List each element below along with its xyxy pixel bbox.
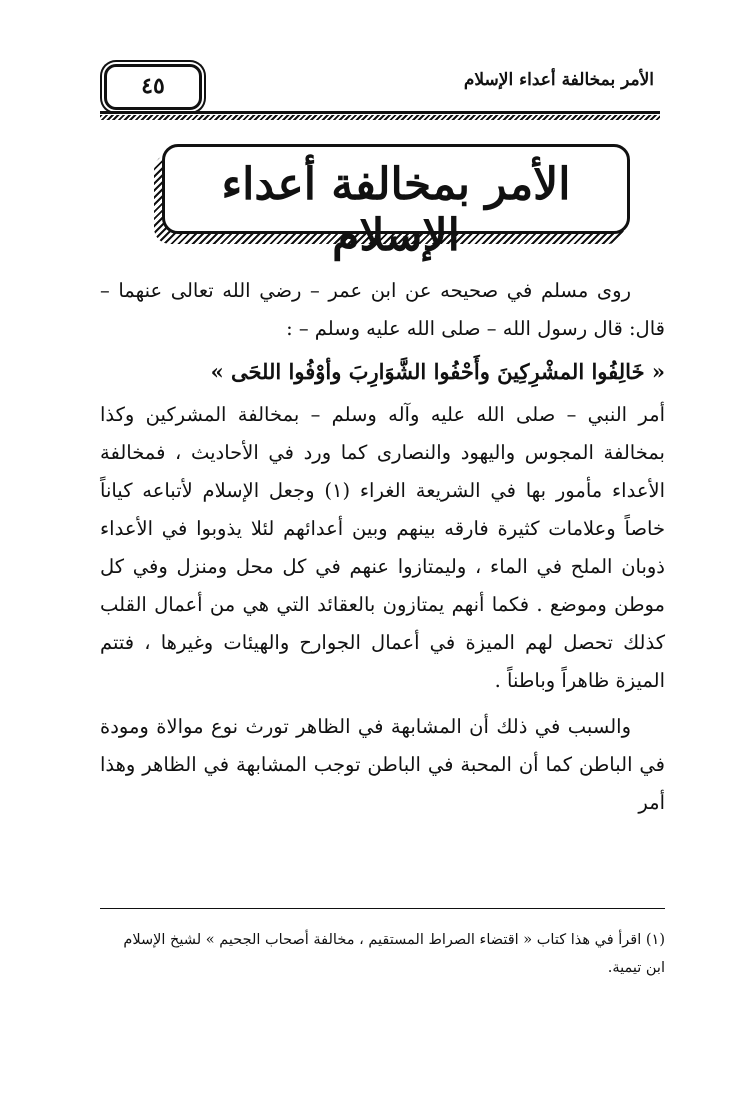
body-text bbox=[100, 272, 665, 822]
chapter-title-box bbox=[162, 144, 630, 261]
footnote: (١) اقرأ في هذا كتاب « اقتضاء الصراط المستقيم ، مخالفة أصحاب الجحيم » لشيخ الإسلام ابن تيمية. bbox=[123, 932, 665, 976]
paragraph-1: روى مسلم في صحيحه عن ابن عمر – رضي الله تعالى عنهما – قال: قال رسول الله – صلى الله عليه وسلم – : bbox=[100, 279, 665, 340]
footnote-rule bbox=[100, 908, 665, 909]
paragraph-2: أمر النبي – صلى الله عليه وآله وسلم – بمخالفة المشركين وكذا بمخالفة المجوس واليهود والنصارى كما ورد في الأحاديث ، فمخالفة الأعداء مأمور بها في الشريعة الغراء (١) وجعل الإسلام لأتباعه كياناً خاصاً وعلامات كثيرة فارقه بينهم وبين أعدائهم لئلا يذوبوا في الأعداء ذوبان الملح في الماء ، وليمتازوا عنهم في كل محل ومنزل وفي كل موطن وموضع . فكما أنهم يمتازون بالعقائد التي هي من أعمال القلب كذلك تحصل لهم الميزة في أعمال الجوارح والهيئات وغيرها ، فتتم الميزة ظاهراً وباطناً . bbox=[100, 403, 665, 692]
chapter-title-frame bbox=[150, 142, 630, 261]
paragraph-3: والسبب في ذلك أن المشابهة في الظاهر تورث نوع موالاة ومودة في الباطن كما أن المحبة في الباطن توجب المشابهة في الظاهر وهذا أمر bbox=[100, 715, 665, 814]
running-title: الأمر بمخالفة أعداء الإسلام bbox=[463, 70, 654, 90]
header-hatch-rule bbox=[100, 115, 660, 120]
page-number: ٤٥ bbox=[141, 73, 165, 99]
page-header bbox=[100, 62, 660, 110]
page-number-frame bbox=[104, 64, 202, 110]
hadith-quote: « خَالِفُوا المشْرِكِينَ وأَحْفُوا الشَّوَارِبَ وأوْفُوا اللحَى » bbox=[210, 359, 665, 384]
header-rule bbox=[100, 111, 660, 114]
chapter-title: الأمر بمخالفة أعداء الإسلام bbox=[221, 159, 571, 261]
